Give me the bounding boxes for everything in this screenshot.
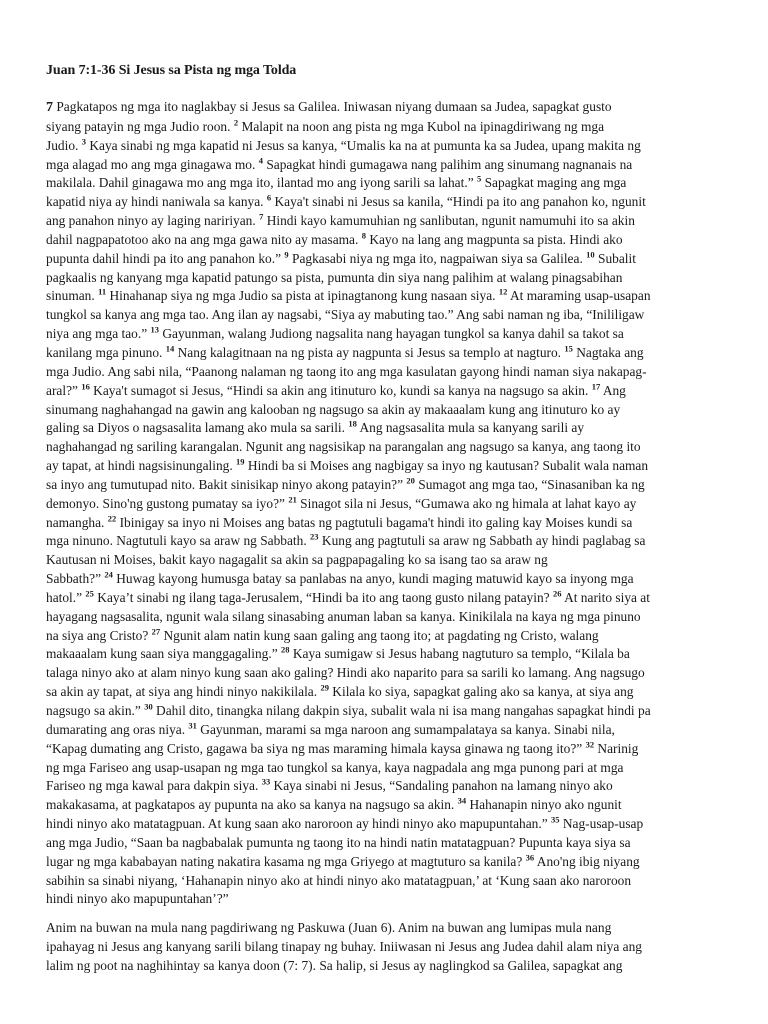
verse-text: ng mga Fariseo ang usap-usapan ng mga tao tungkol sa kanya, kaya nagpadala ang mga punong pari at mga <box>46 759 624 775</box>
verse-number: 3 <box>81 136 86 147</box>
passage-line <box>46 702 730 721</box>
verse-number: 30 <box>144 701 153 712</box>
verse-text: Kilala ko siya, sapagkat galing ako sa kanya, at siya ang <box>332 684 634 700</box>
verse-number: 34 <box>457 795 467 806</box>
passage-line <box>46 570 730 589</box>
verse-text: Ano'ng ibig niyang <box>536 853 640 869</box>
verse-number: 13 <box>150 324 159 335</box>
verse-number: 12 <box>498 286 508 297</box>
verse-text: hatol.” <box>46 589 86 605</box>
passage-line <box>46 608 730 627</box>
verse-text: kanilang mga pinuno. <box>46 344 166 360</box>
verse-number: 31 <box>188 720 197 731</box>
verse-text: makilala. Dahil ginagawa mo ang mga ito, ilantad mo ang iyong sarili sa lahat.” <box>46 175 477 191</box>
passage-line <box>46 834 730 853</box>
passage-line <box>46 872 730 891</box>
verse-text: Kaya't sumagot si Jesus, “Hindi sa akin ang itinuturo ko, kundi sa kanya na nagsugo sa akin. <box>93 382 592 398</box>
verse-text: mga alagad mo ang mga ginagawa mo. <box>46 156 259 172</box>
verse-text: Nag-usap-usap <box>562 816 644 832</box>
passage-line <box>46 193 730 212</box>
verse-text: sinumang naghahangad na gawin ang kalooban ng nagsugo sa akin ay makaaalam kung ang itinuturo ko ay <box>46 401 621 417</box>
passage-line <box>46 231 730 250</box>
verse-text: kapatid niya ay hindi naniwala sa kanya. <box>46 194 267 210</box>
commentary-line: Anim na buwan na mula nang pagdiriwang ng Paskuwa (Juan 6). Anim na buwan ang lumipas mula nang <box>46 920 612 935</box>
passage-line <box>46 438 730 457</box>
verse-text: dumarating ang oras niya. <box>46 721 189 737</box>
verse-text: mga ninuno. Nagtutuli kayo sa araw ng Sabbath. <box>46 533 311 549</box>
verse-number: 6 <box>266 192 272 203</box>
verse-number: 5 <box>477 173 482 184</box>
verse-text: Hinahanap siya ng mga Judio sa pista at ipinagtanong kung nasaan siya. <box>109 288 499 304</box>
passage-line <box>46 212 730 231</box>
verse-text: galing sa Diyos o nagsasalita lamang ako mula sa sarili. <box>46 420 349 436</box>
passage-line <box>46 589 730 608</box>
verse-text: Malapit na noon ang pista ng mga Kubol na ipinagdiriwang ng mga <box>241 118 605 134</box>
verse-text: sinuman. <box>46 288 99 304</box>
verse-text: pupunta dahil hindi pa ito ang panahon ko.” <box>46 250 285 266</box>
verse-number: 20 <box>406 475 415 486</box>
passage-line <box>46 156 730 175</box>
verse-number: 15 <box>564 343 573 354</box>
verse-number: 27 <box>151 626 161 637</box>
passage-line <box>46 777 730 796</box>
verse-text: Kautusan ni Moises, bakit kayo nagagalit sa akin sa pagpapagaling ko sa isang tao sa araw ng <box>46 552 548 568</box>
passage-line <box>46 796 730 815</box>
verse-text: naghahangad ng sariling karangalan. Ngunit ang nagsisikap na parangalan ang nagsugo sa kanya, ang taong ito <box>46 439 641 455</box>
verse-text: ay tapat, at hindi nagsisinungaling. <box>46 458 237 474</box>
verse-text: siyang patayin ng mga Judio roon. <box>46 118 234 134</box>
verse-text: At maraming usap-usapan <box>509 288 651 304</box>
passage-line <box>46 627 730 646</box>
verse-text: Sapagkat hindi gumagawa nang palihim ang sinumang nagnanais na <box>266 156 633 172</box>
verse-text: pagkaalis ng kanyang mga kapatid patungo sa pista, pumunta din siya nang palihim at walang pinagsabihan <box>46 269 623 285</box>
commentary-line: ipahayag ni Jesus ang kanyang sarili bilang tinapay ng buhay. Iniiwasan ni Jesus ang Judea dahil alam niya ang <box>46 939 642 954</box>
page-title: Juan 7:1-36 Si Jesus sa Pista ng mga Tolda <box>46 63 297 78</box>
passage-line <box>46 363 730 382</box>
passage-line <box>46 759 730 778</box>
verse-number: 16 <box>81 381 90 392</box>
verse-text: tungkol sa kanya ang mga tao. Ang ilan ay nagsabi, “Siya ay mabuting tao.” Ang sabi naman ng iba, “Inililigaw <box>46 307 645 323</box>
verse-text: Kayo na lang ang magpunta sa pista. Hindi ako <box>369 231 623 247</box>
verse-number: 11 <box>98 286 107 297</box>
passage-line <box>46 853 730 872</box>
verse-number: 24 <box>104 569 113 580</box>
verse-text: Kaya't sinabi ni Jesus sa kanila, “Hindi pa ito ang panahon ko, ngunit <box>274 194 646 210</box>
verse-text: “Kapag dumating ang Cristo, gagawa ba siya ng mas maraming himala kaysa ginawa ng taong ito?” <box>46 740 586 756</box>
passage-line <box>46 532 730 551</box>
passage-line <box>46 495 730 514</box>
verse-text: makaaalam kung saan siya manggagaling.” <box>46 646 281 662</box>
verse-number: 26 <box>552 588 562 599</box>
passage-line <box>46 174 730 193</box>
verse-number: 33 <box>261 776 271 787</box>
passage-line <box>46 250 730 269</box>
verse-number: 32 <box>585 739 595 750</box>
commentary-line: lalim ng poot na naghihintay sa kanya doon (7: 7). Sa halip, si Jesus ay naglingkod sa Galilea, sapagkat ang <box>46 958 623 973</box>
passage-line <box>46 306 730 325</box>
verse-number: 21 <box>288 494 297 505</box>
verse-number: 29 <box>320 682 329 693</box>
passage-line <box>46 98 730 118</box>
verse-text: sa akin ay tapat, at siya ang hindi ninyo nakikilala. <box>46 684 321 700</box>
verse-number: 36 <box>525 852 535 863</box>
verse-text: Ang <box>602 382 626 398</box>
verse-text: Ang nagsasalita mula sa kanyang sarili ay <box>359 420 585 436</box>
verse-text: Kaya sinabi ni Jesus, “Sandaling panahon na lamang ninyo ako <box>273 778 613 794</box>
passage-line <box>46 419 730 438</box>
verse-text: Sumagot ang mga tao, “Sinasaniban ka ng <box>418 476 645 492</box>
verse-text: Huwag kayong humusga batay sa panlabas na anyo, kundi maging matuwid kayo sa inyong mga <box>116 571 634 587</box>
verse-number: 9 <box>284 249 289 260</box>
verse-text: namangha. <box>46 514 108 530</box>
verse-text: Judio. <box>46 137 82 153</box>
verse-number: 7 <box>259 211 264 222</box>
verse-text: Fariseo ng mga kawal para dakpin siya. <box>46 778 262 794</box>
verse-text: Kaya sumigaw si Jesus habang nagtuturo sa templo, “Kilala ba <box>292 646 630 662</box>
passage-line <box>46 344 730 363</box>
verse-text: Hindi kayo kamumuhian ng sanlibutan, ngunit namumuhi ito sa akin <box>266 213 635 229</box>
passage-line <box>46 890 730 909</box>
verse-number: 17 <box>591 381 601 392</box>
verse-number: 23 <box>310 531 319 542</box>
verse-number: 22 <box>107 513 117 524</box>
verse-text: mga Judio. Ang sabi nila, “Paanong nalaman ng taong ito ang mga kasulatan gayong hindi naman siya nakapag- <box>46 363 647 379</box>
verse-text: na siya ang Cristo? <box>46 627 152 643</box>
verse-text: hindi ninyo ako matatagpuan. At kung saan ako naroroon ay hindi ninyo ako mapupuntahan.” <box>46 816 552 832</box>
verse-text: Kaya’t sinabi ng ilang taga-Jerusalem, “Hindi ba ito ang taong gusto nilang patayin? <box>97 589 553 605</box>
verse-text: nagsugo sa akin.” <box>46 703 145 718</box>
verse-text: dahil nagpapatotoo ako na ang mga gawa nito ay masama. <box>46 231 362 247</box>
verse-text: Pagkasabi niya ng mga ito, nagpaiwan siya sa Galilea. <box>292 250 587 266</box>
passage-line <box>46 382 730 401</box>
verse-text: sa inyo ang tumutupad nito. Bakit sinisikap ninyo akong patayin?” <box>46 476 407 492</box>
verse-text: lugar ng mga kababayan nating nakatira kasama ng mga Griyego at magtuturo sa kanila? <box>46 853 526 869</box>
verse-text: Nang kalagitnaan na ng pista ay nagpunta si Jesus sa templo at nagturo. <box>177 344 565 360</box>
verse-text: ang mga Judio, “Saan ba nagbabalak pumunta ng taong ito na hindi natin matatagpuan? Pupunta kaya siya sa <box>46 834 631 850</box>
verse-text: Gayunman, walang Judiong nagsalita nang hayagan tungkol sa kanya dahil sa takot sa <box>162 326 624 342</box>
verse-text: Kaya sinabi ng mga kapatid ni Jesus sa kanya, “Umalis ka na at pumunta ka sa Judea, upang makita ng <box>89 137 641 153</box>
verse-number: 8 <box>361 230 366 241</box>
scripture-passage <box>46 98 730 909</box>
verse-text: Ibinigay sa inyo ni Moises ang batas ng pagtutuli bagama't hindi ito galing kay Moises kundi sa <box>119 514 633 530</box>
verse-text: Sinagot sila ni Jesus, “Gumawa ako ng himala at lahat kayo ay <box>300 495 637 511</box>
commentary-paragraph <box>46 918 736 975</box>
verse-text: demonyo. Sino'ng gustong pumatay sa iyo?” <box>46 495 289 511</box>
passage-line <box>46 457 730 476</box>
passage-line <box>46 325 730 344</box>
passage-line <box>46 551 730 570</box>
verse-text: hindi ninyo ako mapupuntahan’?” <box>46 891 229 907</box>
passage-line <box>46 740 730 759</box>
verse-text: Narinig <box>597 740 639 756</box>
passage-line <box>46 664 730 683</box>
passage-line <box>46 118 730 137</box>
verse-number: 14 <box>165 343 175 354</box>
verse-text: talaga ninyo ako at alam ninyo kung saan ako galing? Hindi ako naparito para sa sarili ko lamang. Ang nagsugo <box>46 665 645 681</box>
verse-number: 4 <box>258 155 263 166</box>
verse-text: aral?” <box>46 382 82 398</box>
verse-number: 18 <box>348 418 357 429</box>
passage-line <box>46 721 730 740</box>
passage-line <box>46 683 730 702</box>
verse-text: Subalit <box>598 250 636 266</box>
verse-text: Pagkatapos ng mga ito naglakbay si Jesus sa Galilea. Iniwasan niyang dumaan sa Judea, sapagkat gusto <box>56 99 612 114</box>
verse-number: 35 <box>551 814 560 825</box>
verse-text: Ngunit alam natin kung saan galing ang taong ito; at pagdating ng Cristo, walang <box>163 627 599 643</box>
verse-text: hayagang nagsasalita, ngunit wala silang sinasabing anuman laban sa kanya. Kinikilala na kaya ng mga pinuno <box>46 608 641 624</box>
passage-line <box>46 401 730 420</box>
verse-text: Sabbath?” <box>46 571 105 587</box>
verse-text: Hahanapin ninyo ako ngunit <box>469 797 622 813</box>
passage-line <box>46 645 730 664</box>
verse-text: Dahil dito, tinangka nilang dakpin siya, subalit wala ni isa mang nangahas sapagkat hindi pa <box>156 703 651 718</box>
passage-line <box>46 514 730 533</box>
passage-line <box>46 476 730 495</box>
verse-text: Hindi ba si Moises ang nagbigay sa inyo ng kautusan? Subalit wala naman <box>247 458 649 474</box>
verse-text: Nagtaka ang <box>576 344 644 360</box>
verse-number: 19 <box>236 456 245 467</box>
verse-number: 10 <box>586 249 595 260</box>
verse-text: ang panahon ninyo ay laging naririyan. <box>46 213 260 229</box>
chapter-number: 7 <box>46 100 53 115</box>
passage-line <box>46 815 730 834</box>
verse-text: Sapagkat maging ang mga <box>484 175 627 191</box>
passage-line <box>46 287 730 306</box>
verse-number: 25 <box>85 588 94 599</box>
verse-text: sabihin sa sinabi niyang, ‘Hahanapin ninyo ako at hindi ninyo ako matatagpuan,’ at ‘Kung saan ako naroroon <box>46 872 632 888</box>
verse-text: niya ang mga tao.” <box>46 326 151 342</box>
verse-number: 2 <box>233 117 239 128</box>
verse-number: 28 <box>281 645 290 655</box>
passage-line <box>46 269 730 288</box>
verse-text: Gayunman, marami sa mga naroon ang sumampalataya sa kanya. Sinabi nila, <box>200 721 615 737</box>
passage-line <box>46 137 730 156</box>
document-page <box>46 62 730 909</box>
verse-text: makakasama, at pagkatapos ay pupunta na ako sa kanya na nagsugo sa akin. <box>46 797 458 813</box>
verse-text: At narito siya at <box>564 589 650 605</box>
verse-text: Kung ang pagtutuli sa araw ng Sabbath ay hindi paglabag sa <box>321 533 646 549</box>
